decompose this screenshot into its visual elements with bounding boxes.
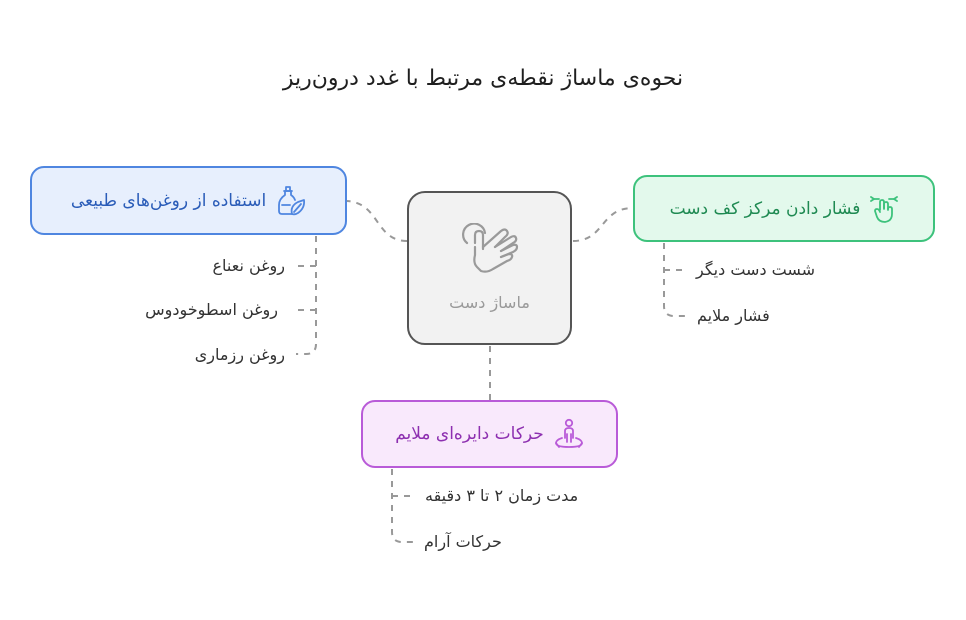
hand-pinch-icon (870, 194, 898, 224)
branch-circular-node (361, 400, 618, 468)
palm-item-2: فشار ملایم (697, 306, 770, 325)
connector-circular-trunk (392, 469, 416, 542)
oil-bottle-icon (276, 185, 306, 217)
branch-oils-node (30, 166, 347, 235)
circular-item-2: حرکات آرام (424, 532, 502, 551)
oils-item-1: روغن نعناع (212, 256, 285, 275)
branch-oils-label: استفاده از روغن‌های طبیعی (70, 190, 267, 211)
diagram-title: نحوه‌ی ماساژ نقطه‌ی مرتبط با غدد درون‌ریز (282, 66, 684, 91)
oils-item-3: روغن رزماری (194, 345, 285, 364)
oils-item-2: روغن اسطوخودوس (145, 300, 278, 319)
palm-item-1: شست دست دیگر (696, 260, 816, 279)
branch-palm-node (633, 175, 935, 242)
branch-circular-label: حرکات دایره‌ای ملایم (395, 424, 544, 444)
center-label: ماساژ دست (449, 293, 530, 312)
branch-palm-label: فشار دادن مرکز کف دست (669, 198, 861, 219)
connector-center-oils (347, 201, 407, 241)
person-circle-icon (554, 418, 584, 450)
circular-item-1: مدت زمان ۲ تا ۳ دقیقه (425, 486, 579, 505)
hand-touch-icon (461, 223, 523, 279)
connector-oils-trunk (296, 236, 316, 354)
connector-palm-trunk (664, 243, 690, 316)
center-node (407, 191, 572, 345)
connector-center-palm (573, 208, 633, 241)
